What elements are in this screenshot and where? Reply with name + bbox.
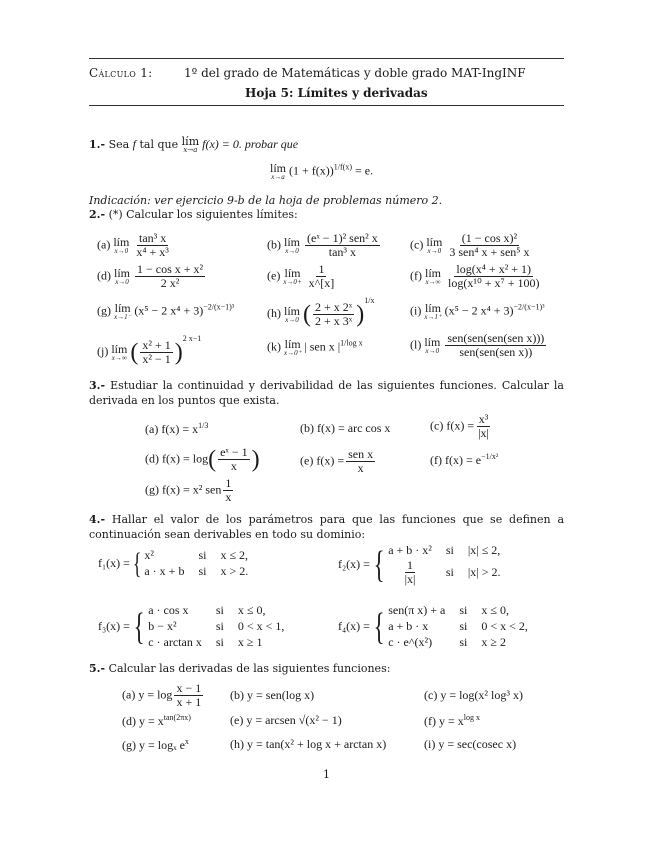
exercise-4-statement: 4.- Hallar el valor de los parámetros para que las funciones que se definen a continuación sean derivables en todo su dominio: <box>89 513 564 541</box>
page-number: 1 <box>323 768 330 781</box>
exercise-1-statement: 1.- Sea f tal que lím x→a f(x) = 0. probar que <box>89 135 299 154</box>
derivative-item-c: (c) y = log(x² log³ x) <box>424 688 523 702</box>
top-rule <box>89 58 564 59</box>
exercise-5-statement: 5.- Calcular las derivadas de las siguientes funciones: <box>89 662 391 675</box>
limit-item-f: (f) lím x→∞ $\frac{\text{log(x⁴ + x² + 1)}}{\text{log(x¹⁰ + x⁷ + 100)}}$ <box>410 262 540 291</box>
derivative-item-f: (f) $y = x^{log x}$ <box>424 713 481 728</box>
limit-item-d: (d) lím x→0 $\frac{\text{1 − cos x + x²}}{\text{2 x²}}$ <box>97 262 204 291</box>
exercise-1-hint: Indicación: ver ejercicio 9-b de la hoja de problemas número 2. <box>89 194 443 207</box>
derivative-item-g: (g) y = logₓ $e^x$ <box>122 737 189 752</box>
derivative-item-b: (b) y = sen(log x) <box>230 688 315 702</box>
limit-item-b: (b) lím x→0 $\frac{\text{(eˣ − 1)² sen² x}}{\text{tan³ x}}$ <box>267 231 378 260</box>
function-item-d: (d) f(x) = log( $\frac{\text{eˣ − 1}}{x}$ ) <box>145 445 260 474</box>
derivative-item-d: (d) $y = x^{tan(2\pi x)}$ <box>122 713 191 728</box>
function-item-a: (a) $f(x) = x^{1/3}$ <box>145 421 209 436</box>
limit-item-c: (c) lím x→0 $\frac{\text{(1 − cos x)²}}{\text{3 sen⁴ x + sen⁵ x}}$ <box>410 231 530 260</box>
derivative-item-e: (e) y = arcsen √(x² − 1) <box>230 713 342 727</box>
limit-item-j: (j) lím x→∞ ( $\frac{\text{x² + 1}}{\text{x² − 1}}$ )$^{2 x-1}$ <box>97 334 202 366</box>
function-item-e: (e) f(x) = $\frac{\text{sen x}}{x}$ <box>300 447 374 476</box>
limit-item-h: (h) lím x→0 ( $\frac{\text{2 + x 2ˣ}}{\text{2 + x 3ˣ}}$ )$^{1/x}$ <box>267 296 375 328</box>
limit-item-a: (a) lím x→0 $\frac{\text{tan³ x}}{\text{x⁴ + x³}}$ <box>97 231 169 260</box>
piecewise-f3: f₃(x) = { a · cos x si x ≤ 0, b − x² si 0 < x < 1, c · arctan x si x ≥ 1 <box>98 603 285 649</box>
sheet-title: Hoja 5: Límites y derivadas <box>245 86 428 100</box>
limit-item-e: (e) lím x→0+ $\frac{1}{x\^{}[x]}$ <box>267 262 335 291</box>
header-bottom-rule <box>89 105 564 106</box>
derivative-item-h: (h) y = tan(x² + log x + arctan x) <box>230 737 387 751</box>
exercise-2-statement: 2.- (*) Calcular los siguientes límites: <box>89 208 298 221</box>
exercise-3-statement: 3.- Estudiar la continuidad y derivabilidad de las siguientes funciones. Calcular la derivada en los puntos que exista. <box>89 379 564 407</box>
limit-item-l: (l) lím x→0 $\frac{\text{sen(sen(sen(sen x)))}}{\text{sen(sen(sen x))}}$ <box>410 331 545 360</box>
limit-item-k: (k) lím x→0⁺ | sen x $|^{1/log x}$ <box>267 337 363 357</box>
degree-line: 1º del grado de Matemáticas y doble grado MAT-IngINF <box>184 66 526 80</box>
piecewise-f1: f₁(x) = { x² si x ≤ 2, a · x + b si x > 2. <box>98 546 249 580</box>
course-name: Cálculo 1: <box>89 66 153 80</box>
limit-item-g: (g) lím x→1⁻ (x⁵ − 2 x⁴ + 3)$^{-2/(x-1)^3}$ <box>97 301 235 321</box>
derivative-item-i: (i) y = sec(cosec x) <box>424 737 517 751</box>
derivative-item-a: (a) y = log $\frac{x - 1}{x + 1}$ <box>122 681 202 710</box>
piecewise-f4: f₄(x) = { sen(π x) + a si x ≤ 0, a + b · x si 0 < x < 2, c · e^(x²) si x ≥ 2 <box>338 603 528 649</box>
limit-item-i: (i) lím x→1⁺ (x⁵ − 2 x⁴ + 3)$^{-2/(x-1)^3}$ <box>410 301 545 321</box>
function-item-b: (b) f(x) = arc cos x <box>300 421 391 435</box>
function-item-f: (f) $f(x) = e^{-1/x^2}$ <box>430 452 499 467</box>
exercise-number: 1.- <box>89 138 106 151</box>
function-item-c: (c) f(x) = $\frac{\text{x³}}{|x|}$ <box>430 412 489 441</box>
function-item-g: (g) f(x) = x² sen $\frac{1}{x}$ <box>145 476 232 505</box>
exercise-1-display-formula: lím x→a $(1 + f(x))^{1/f(x)} = e$. <box>270 161 374 181</box>
piecewise-f2: f₂(x) = { a + b · x² si |x| ≤ 2, $\frac{1}{|x|}$ si |x| > 2. <box>338 543 501 587</box>
